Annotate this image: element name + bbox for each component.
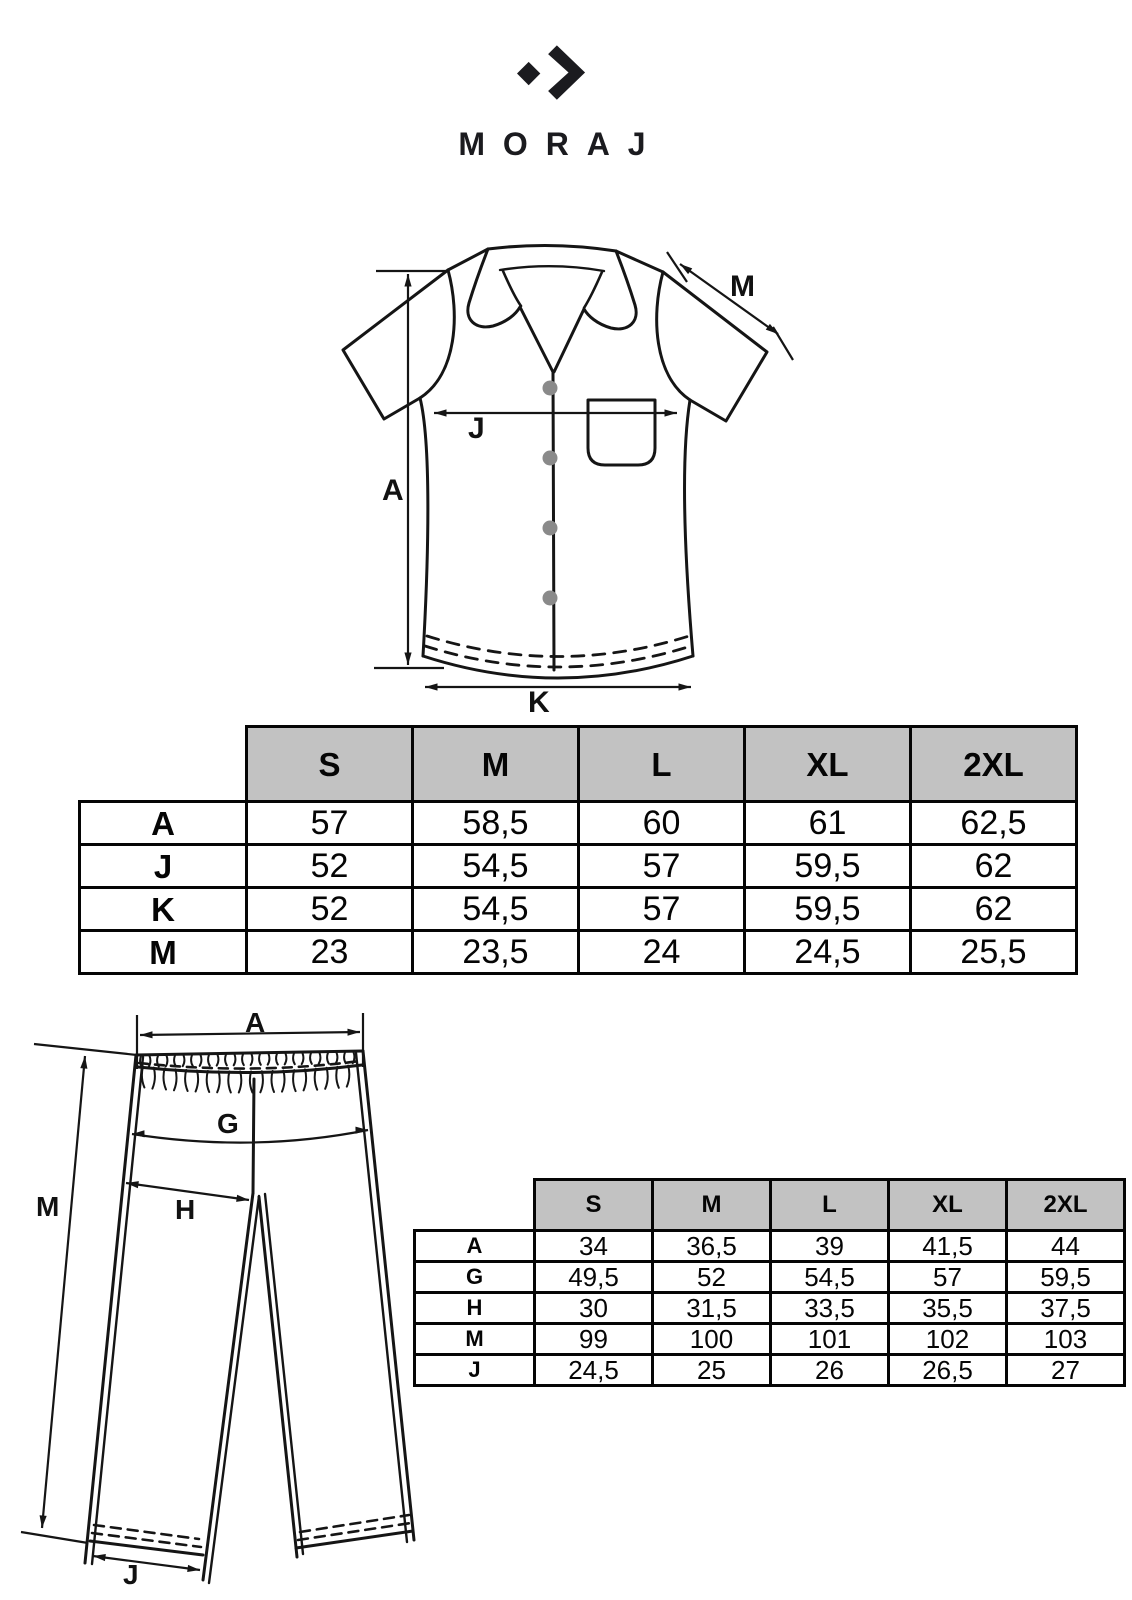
pants-right-inseam-inner [265, 1194, 303, 1554]
size-column-header: XL [745, 727, 911, 802]
shirt-placket [553, 372, 554, 670]
pants-right-outseam-inner [356, 1053, 407, 1542]
size-value-cell: 24,5 [745, 931, 911, 974]
button [543, 451, 558, 466]
shirt-measure-arrows [374, 252, 793, 691]
size-column-header: L [579, 727, 745, 802]
size-value-cell: 30 [535, 1293, 653, 1324]
size-value-cell: 35,5 [889, 1293, 1007, 1324]
size-value-cell: 59,5 [745, 888, 911, 931]
measurement-row [415, 1262, 1125, 1293]
measurement-row [415, 1355, 1125, 1386]
button [543, 591, 558, 606]
measure-label-k: K [528, 686, 550, 719]
corner-blank-cell [80, 727, 247, 802]
shirt-size-table [78, 725, 1078, 975]
row-label-cell: A [80, 802, 247, 845]
shirt-right-armhole [657, 272, 690, 400]
size-value-cell: 26,5 [889, 1355, 1007, 1386]
size-value-cell: 41,5 [889, 1231, 1007, 1262]
size-value-cell: 39 [771, 1231, 889, 1262]
size-value-cell: 57 [579, 845, 745, 888]
size-value-cell: 103 [1007, 1324, 1125, 1355]
pants-right-hem-stitching [298, 1515, 411, 1540]
arrowhead [404, 653, 411, 665]
measure-tick [34, 1044, 137, 1055]
shirt-left-sleeve [343, 270, 448, 419]
logo-chevron [548, 45, 585, 99]
shirt-back-neckline-inner [500, 266, 604, 271]
arrowhead [355, 1127, 368, 1134]
measure-arrow-m [42, 1056, 85, 1528]
measure-label-j: J [468, 412, 485, 445]
size-column-header: L [771, 1180, 889, 1231]
measure-arrow-g [132, 1130, 368, 1143]
pants-diagram [20, 985, 450, 1600]
pants-right-inseam [259, 1197, 297, 1557]
size-value-cell: 54,5 [413, 888, 579, 931]
logo-diamond [517, 62, 540, 85]
row-label-cell: G [415, 1262, 535, 1293]
brand-logo [0, 44, 1104, 163]
size-value-cell: 27 [1007, 1355, 1125, 1386]
measurement-row [80, 931, 1077, 974]
pants-left-inseam-inner [209, 1196, 259, 1583]
size-value-cell: 59,5 [1007, 1262, 1125, 1293]
measure-label-a: A [245, 1007, 266, 1038]
size-value-cell: 25 [653, 1355, 771, 1386]
pants-right-outseam [363, 1051, 414, 1540]
pants-right-hem [296, 1531, 413, 1548]
arrowhead [187, 1565, 200, 1572]
size-value-cell: 34 [535, 1231, 653, 1262]
size-value-cell: 33,5 [771, 1293, 889, 1324]
measure-label-h: H [175, 1194, 196, 1225]
measure-label-g: G [217, 1108, 239, 1139]
measure-label-a: A [382, 474, 404, 507]
measurement-row [80, 888, 1077, 931]
pants-rise-seam [253, 1079, 254, 1193]
size-value-cell: 62,5 [911, 802, 1077, 845]
shirt-left-collar-roll [503, 271, 521, 306]
size-value-cell: 52 [247, 888, 413, 931]
size-value-cell: 23,5 [413, 931, 579, 974]
row-label-cell: M [415, 1324, 535, 1355]
arrowhead [93, 1554, 106, 1561]
arrowhead [404, 274, 411, 286]
size-value-cell: 102 [889, 1324, 1007, 1355]
shirt-right-collar-roll [584, 272, 602, 308]
button [543, 381, 558, 396]
size-value-cell: 62 [911, 845, 1077, 888]
size-value-cell: 31,5 [653, 1293, 771, 1324]
arrowhead [665, 409, 677, 416]
shirt-right-side-seam [684, 400, 693, 656]
size-value-cell: 58,5 [413, 802, 579, 845]
pants-measure-arrows [21, 1013, 368, 1572]
size-value-cell: 60 [579, 802, 745, 845]
size-column-header: 2XL [911, 727, 1077, 802]
shirt-pocket [588, 400, 655, 465]
size-value-cell: 52 [653, 1262, 771, 1293]
size-value-cell: 36,5 [653, 1231, 771, 1262]
size-value-cell: 44 [1007, 1231, 1125, 1262]
measurement-row [80, 845, 1077, 888]
size-value-cell: 52 [247, 845, 413, 888]
row-label-cell: M [80, 931, 247, 974]
shirt-hem-stitching [425, 636, 691, 667]
size-value-cell: 101 [771, 1324, 889, 1355]
button [543, 521, 558, 536]
size-value-cell: 24,5 [535, 1355, 653, 1386]
size-value-cell: 54,5 [771, 1262, 889, 1293]
measurement-row [80, 802, 1077, 845]
size-value-cell: 49,5 [535, 1262, 653, 1293]
size-value-cell: 37,5 [1007, 1293, 1125, 1324]
size-table [78, 725, 1078, 975]
size-column-header: S [247, 727, 413, 802]
size-value-cell: 99 [535, 1324, 653, 1355]
row-label-cell: K [80, 888, 247, 931]
pants-waist-top [136, 1051, 363, 1055]
size-table [413, 1178, 1126, 1387]
arrowhead [140, 1031, 153, 1038]
size-value-cell: 57 [579, 888, 745, 931]
measurement-row [415, 1324, 1125, 1355]
measure-label-j: J [123, 1559, 139, 1590]
size-column-header: XL [889, 1180, 1007, 1231]
measure-label-m: M [730, 270, 755, 303]
measure-arrow-j [93, 1556, 200, 1570]
row-label-cell: A [415, 1231, 535, 1262]
shirt-buttons [543, 381, 558, 606]
corner-blank-cell [415, 1180, 535, 1231]
size-value-cell: 59,5 [745, 845, 911, 888]
pants-left-inseam [203, 1193, 253, 1580]
size-value-cell: 23 [247, 931, 413, 974]
shirt-diagram [330, 222, 820, 722]
size-value-cell: 26 [771, 1355, 889, 1386]
pants-left-outseam [85, 1055, 136, 1563]
arrowhead [679, 683, 691, 690]
size-value-cell: 24 [579, 931, 745, 974]
brand-wordmark: MORAJ [458, 126, 664, 162]
arrowhead [425, 683, 437, 690]
size-value-cell: 25,5 [911, 931, 1077, 974]
size-value-cell: 100 [653, 1324, 771, 1355]
row-label-cell: J [80, 845, 247, 888]
size-column-header: M [653, 1180, 771, 1231]
pants-size-table [413, 1178, 1126, 1387]
size-value-cell: 61 [745, 802, 911, 845]
size-value-cell: 57 [247, 802, 413, 845]
size-value-cell: 54,5 [413, 845, 579, 888]
measure-tick [21, 1532, 88, 1543]
size-value-cell: 62 [911, 888, 1077, 931]
row-label-cell: J [415, 1355, 535, 1386]
row-label-cell: H [415, 1293, 535, 1324]
arrowhead [347, 1029, 360, 1036]
size-column-header: S [535, 1180, 653, 1231]
diamond-chevron-icon [517, 44, 587, 105]
measure-label-m: M [36, 1191, 60, 1222]
measurement-row [415, 1231, 1125, 1262]
arrowhead [434, 409, 446, 416]
size-column-header: 2XL [1007, 1180, 1125, 1231]
shirt-back-neckline [488, 245, 616, 251]
size-value-cell: 57 [889, 1262, 1007, 1293]
measurement-row [415, 1293, 1125, 1324]
shirt-left-side-seam [420, 398, 428, 656]
pants-left-hem [90, 1541, 203, 1555]
size-column-header: M [413, 727, 579, 802]
